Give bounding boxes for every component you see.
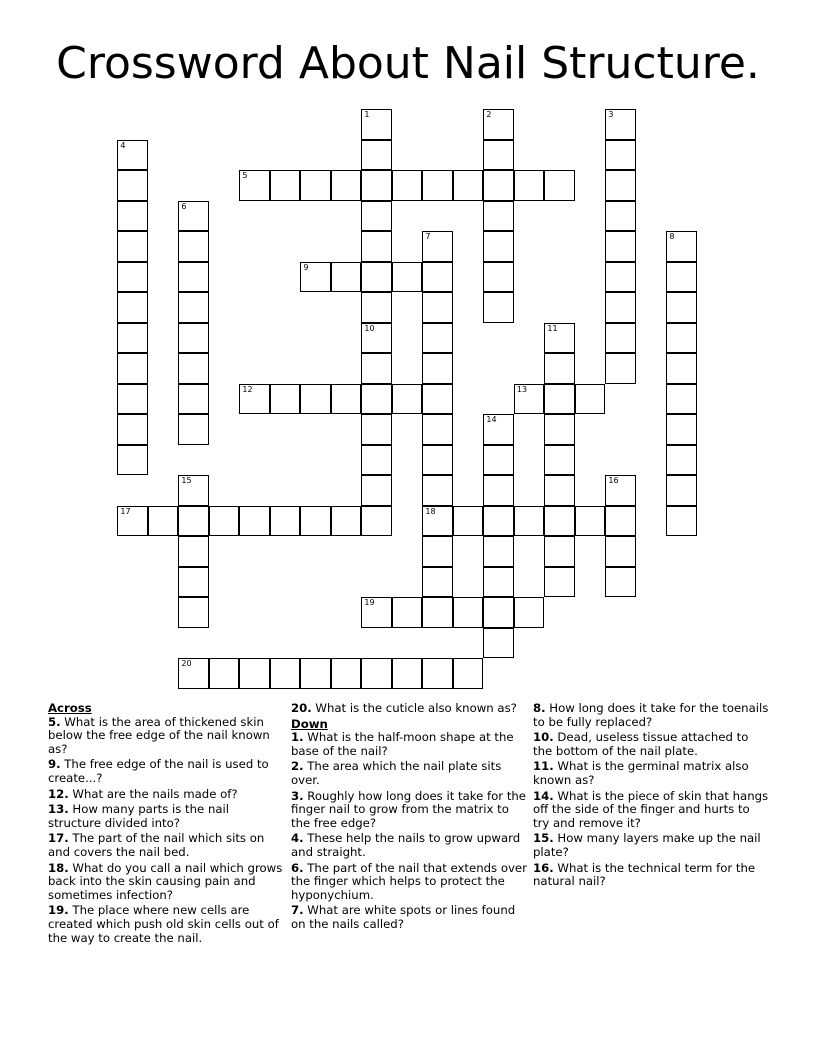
grid-cell[interactable] bbox=[300, 506, 331, 537]
grid-cell[interactable] bbox=[361, 201, 392, 232]
grid-cell[interactable] bbox=[422, 414, 453, 445]
clue-number: 14 bbox=[486, 415, 497, 425]
grid-cell[interactable] bbox=[666, 384, 697, 415]
grid-cell[interactable] bbox=[178, 201, 209, 232]
clue-text: What is the cuticle also known as? bbox=[311, 701, 517, 715]
grid-cell[interactable] bbox=[361, 414, 392, 445]
clue-number-label: 20. bbox=[291, 701, 312, 715]
clue-text: What is the half-moon shape at the base of the nail? bbox=[291, 730, 514, 758]
grid-cell[interactable] bbox=[331, 658, 362, 689]
clue-number-label: 2. bbox=[291, 759, 304, 774]
clue bbox=[291, 731, 527, 758]
grid-cell[interactable] bbox=[239, 384, 270, 415]
grid-cell[interactable] bbox=[209, 658, 240, 689]
clue bbox=[533, 702, 769, 729]
grid-cell[interactable] bbox=[331, 384, 362, 415]
grid-cell[interactable] bbox=[605, 109, 636, 140]
clue-number-label: 8. bbox=[533, 701, 546, 715]
clue bbox=[533, 760, 769, 787]
grid-cell[interactable] bbox=[666, 292, 697, 323]
clue-text: How long does it take for the toenails to be fully replaced? bbox=[533, 701, 769, 729]
grid-cell[interactable] bbox=[666, 445, 697, 476]
grid-cell[interactable] bbox=[300, 262, 331, 293]
clue-text: The free edge of the nail is used to create...? bbox=[48, 757, 269, 785]
grid-cell[interactable] bbox=[117, 506, 148, 537]
clue-number: 6 bbox=[181, 201, 187, 211]
grid-cell[interactable] bbox=[270, 658, 301, 689]
clue bbox=[291, 790, 527, 831]
grid-cell[interactable] bbox=[361, 292, 392, 323]
grid-cell[interactable] bbox=[483, 628, 514, 659]
grid-cell[interactable] bbox=[361, 384, 392, 415]
grid-cell[interactable] bbox=[544, 414, 575, 445]
clue-number-label: 5. bbox=[48, 714, 61, 729]
clue-number: 16 bbox=[608, 476, 619, 486]
clue-number: 2 bbox=[486, 110, 492, 120]
clue-number: 20 bbox=[181, 659, 192, 669]
grid-cell[interactable] bbox=[148, 506, 179, 537]
clue bbox=[533, 731, 769, 758]
clue-text: What are the nails made of? bbox=[68, 786, 238, 801]
grid-cell[interactable] bbox=[666, 231, 697, 262]
grid-cell[interactable] bbox=[117, 231, 148, 262]
clue-number: 9 bbox=[303, 262, 309, 272]
clue bbox=[48, 716, 284, 757]
grid-cell[interactable] bbox=[178, 567, 209, 598]
grid-cell[interactable] bbox=[483, 506, 514, 537]
clue-text: The part of the nail that extends over the finger which helps to protect the hyponychium. bbox=[291, 860, 527, 902]
grid-cell[interactable] bbox=[605, 567, 636, 598]
clue-text: What do you call a nail which grows back into the skin causing pain and sometimes infection? bbox=[48, 860, 283, 902]
grid-cell[interactable] bbox=[117, 140, 148, 171]
grid-cell[interactable] bbox=[422, 384, 453, 415]
grid-cell[interactable] bbox=[422, 292, 453, 323]
grid-cell[interactable] bbox=[178, 597, 209, 628]
clue-number-label: 18. bbox=[48, 860, 69, 875]
clue bbox=[48, 832, 284, 859]
grid-cell[interactable] bbox=[666, 414, 697, 445]
grid-cell[interactable] bbox=[392, 658, 423, 689]
clue-number-label: 15. bbox=[533, 831, 554, 846]
clue bbox=[48, 862, 284, 903]
grid-cell[interactable] bbox=[422, 262, 453, 293]
grid-cell[interactable] bbox=[300, 658, 331, 689]
grid-cell[interactable] bbox=[361, 140, 392, 171]
clue-number: 3 bbox=[608, 110, 614, 120]
grid-cell[interactable] bbox=[361, 170, 392, 201]
grid-cell[interactable] bbox=[483, 201, 514, 232]
grid-cell[interactable] bbox=[544, 445, 575, 476]
grid-cell[interactable] bbox=[605, 262, 636, 293]
grid-cell[interactable] bbox=[331, 170, 362, 201]
grid-cell[interactable] bbox=[117, 414, 148, 445]
grid-cell[interactable] bbox=[483, 170, 514, 201]
grid-cell[interactable] bbox=[117, 170, 148, 201]
clue-text: Roughly how long does it take for the finger nail to grow from the matrix to the free edge? bbox=[291, 788, 526, 830]
grid-cell[interactable] bbox=[300, 384, 331, 415]
clue bbox=[48, 758, 284, 785]
grid-cell[interactable] bbox=[239, 170, 270, 201]
grid-cell[interactable] bbox=[605, 231, 636, 262]
grid-cell[interactable] bbox=[178, 506, 209, 537]
clues-column-1 bbox=[48, 702, 284, 947]
grid-cell[interactable] bbox=[422, 475, 453, 506]
clue-number: 18 bbox=[425, 506, 436, 516]
grid-cell[interactable] bbox=[117, 201, 148, 232]
clue-number: 13 bbox=[516, 384, 528, 394]
grid-cell[interactable] bbox=[422, 567, 453, 598]
grid-cell[interactable] bbox=[117, 323, 148, 354]
grid-cell[interactable] bbox=[422, 323, 453, 354]
grid-cell[interactable] bbox=[483, 140, 514, 171]
grid-cell[interactable] bbox=[453, 597, 484, 628]
clue bbox=[291, 760, 527, 787]
grid-cell[interactable] bbox=[178, 292, 209, 323]
clue-text: What are white spots or lines found on the nails called? bbox=[291, 903, 516, 931]
clue-text: Dead, useless tissue attached to the bottom of the nail plate. bbox=[533, 730, 749, 758]
grid-cell[interactable] bbox=[178, 353, 209, 384]
clue-number: 5 bbox=[242, 171, 248, 181]
grid-cell[interactable] bbox=[117, 292, 148, 323]
grid-cell[interactable] bbox=[178, 231, 209, 262]
clue-number-label: 14. bbox=[533, 788, 554, 803]
clue bbox=[533, 832, 769, 859]
clue-number: 10 bbox=[364, 323, 375, 333]
clue-number: 4 bbox=[120, 140, 126, 150]
clue-number-label: 13. bbox=[48, 802, 69, 817]
clue-text: These help the nails to grow upward and straight. bbox=[291, 831, 521, 859]
grid-cell[interactable] bbox=[270, 506, 301, 537]
grid-cell[interactable] bbox=[483, 109, 514, 140]
grid-cell[interactable] bbox=[117, 445, 148, 476]
grid-cell[interactable] bbox=[544, 170, 575, 201]
grid-cell[interactable] bbox=[605, 292, 636, 323]
grid-cell[interactable] bbox=[544, 353, 575, 384]
page-title: Crossword About Nail Structure. bbox=[56, 38, 760, 89]
grid-cell[interactable] bbox=[300, 170, 331, 201]
clue bbox=[291, 862, 527, 903]
grid-cell[interactable] bbox=[361, 353, 392, 384]
grid-cell[interactable] bbox=[361, 445, 392, 476]
clue bbox=[291, 702, 527, 716]
grid-cell[interactable] bbox=[361, 109, 392, 140]
clue-number-label: 4. bbox=[291, 831, 304, 846]
clue-number: 19 bbox=[364, 598, 375, 608]
grid-cell[interactable] bbox=[605, 323, 636, 354]
grid-cell[interactable] bbox=[422, 170, 453, 201]
grid-cell[interactable] bbox=[483, 414, 514, 445]
clues-column-3 bbox=[533, 702, 769, 891]
grid-cell[interactable] bbox=[392, 597, 423, 628]
clue-number: 8 bbox=[669, 232, 675, 242]
clue bbox=[48, 788, 284, 802]
clue-number: 11 bbox=[547, 323, 558, 333]
grid-cell[interactable] bbox=[422, 506, 453, 537]
grid-cell[interactable] bbox=[361, 506, 392, 537]
grid-cell[interactable] bbox=[544, 323, 575, 354]
clue-number-label: 3. bbox=[291, 788, 304, 803]
grid-cell[interactable] bbox=[483, 597, 514, 628]
grid-cell[interactable] bbox=[392, 384, 423, 415]
clues-column-2 bbox=[291, 702, 527, 934]
grid-cell[interactable] bbox=[483, 262, 514, 293]
clue-heading-down: Down bbox=[291, 716, 328, 731]
clue-number: 15 bbox=[181, 476, 192, 486]
clue-number: 1 bbox=[364, 110, 370, 120]
grid-cell[interactable] bbox=[666, 323, 697, 354]
clue-heading-across: Across bbox=[48, 701, 92, 715]
grid-cell[interactable] bbox=[361, 475, 392, 506]
grid-cell[interactable] bbox=[453, 658, 484, 689]
clue-text: What is the technical term for the natural nail? bbox=[533, 860, 756, 889]
clue-number-label: 17. bbox=[48, 831, 69, 846]
clue-number-label: 9. bbox=[48, 757, 61, 772]
grid-cell[interactable] bbox=[178, 536, 209, 567]
grid-cell[interactable] bbox=[666, 353, 697, 384]
clue bbox=[48, 904, 284, 945]
grid-cell[interactable] bbox=[483, 231, 514, 262]
grid-cell[interactable] bbox=[514, 384, 545, 415]
clue-text: How many layers make up the nail plate? bbox=[533, 831, 761, 859]
grid-cell[interactable] bbox=[239, 658, 270, 689]
grid-cell[interactable] bbox=[544, 384, 575, 415]
grid-cell[interactable] bbox=[544, 475, 575, 506]
grid-cell[interactable] bbox=[575, 506, 606, 537]
grid-cell[interactable] bbox=[361, 323, 392, 354]
grid-cell[interactable] bbox=[392, 262, 423, 293]
clue-number-label: 1. bbox=[291, 730, 304, 745]
grid-cell[interactable] bbox=[666, 475, 697, 506]
clue-text: How many parts is the nail structure divided into? bbox=[48, 802, 230, 830]
grid-cell[interactable] bbox=[117, 353, 148, 384]
grid-cell[interactable] bbox=[270, 170, 301, 201]
clue-text: What is the area of thickened skin below the free edge of the nail known as? bbox=[48, 714, 270, 756]
clue-text: What is the germinal matrix also known as? bbox=[533, 759, 749, 787]
grid-cell[interactable] bbox=[361, 597, 392, 628]
grid-cell[interactable] bbox=[605, 140, 636, 171]
grid-cell[interactable] bbox=[544, 536, 575, 567]
clue-number-label: 12. bbox=[48, 786, 69, 801]
grid-cell[interactable] bbox=[178, 323, 209, 354]
grid-cell[interactable] bbox=[361, 231, 392, 262]
grid-cell[interactable] bbox=[422, 353, 453, 384]
grid-cell[interactable] bbox=[178, 658, 209, 689]
grid-cell[interactable] bbox=[117, 384, 148, 415]
grid-cell[interactable] bbox=[178, 262, 209, 293]
grid-cell[interactable] bbox=[514, 506, 545, 537]
grid-cell[interactable] bbox=[178, 384, 209, 415]
grid-cell[interactable] bbox=[239, 506, 270, 537]
grid-cell[interactable] bbox=[422, 445, 453, 476]
clue-text: The place where new cells are created which push old skin cells out of the way to create the nail. bbox=[48, 903, 279, 945]
clue-number: 7 bbox=[425, 232, 431, 242]
clue bbox=[291, 904, 527, 931]
grid-cell[interactable] bbox=[331, 506, 362, 537]
clue bbox=[291, 832, 527, 859]
clue-number-label: 16. bbox=[533, 860, 554, 875]
grid-cell[interactable] bbox=[422, 231, 453, 262]
clue-number-label: 6. bbox=[291, 860, 304, 875]
clue-number: 17 bbox=[120, 506, 131, 516]
grid-cell[interactable] bbox=[544, 506, 575, 537]
grid-cell[interactable] bbox=[331, 262, 362, 293]
grid-cell[interactable] bbox=[422, 597, 453, 628]
grid-cell[interactable] bbox=[361, 262, 392, 293]
clue-number-label: 19. bbox=[48, 903, 69, 918]
grid-cell[interactable] bbox=[575, 384, 606, 415]
grid-cell[interactable] bbox=[361, 658, 392, 689]
clue-text: What is the piece of skin that hangs off the side of the finger and hurts to try and remove it? bbox=[533, 788, 769, 830]
grid-cell[interactable] bbox=[422, 658, 453, 689]
grid-cell[interactable] bbox=[453, 170, 484, 201]
grid-cell[interactable] bbox=[178, 414, 209, 445]
grid-cell[interactable] bbox=[605, 506, 636, 537]
grid-cell[interactable] bbox=[544, 567, 575, 598]
grid-cell[interactable] bbox=[514, 597, 545, 628]
grid-cell[interactable] bbox=[605, 170, 636, 201]
grid-cell[interactable] bbox=[209, 506, 240, 537]
clue-number-label: 10. bbox=[533, 730, 554, 745]
clue bbox=[533, 862, 769, 889]
clue-number-label: 7. bbox=[291, 903, 304, 918]
grid-cell[interactable] bbox=[605, 201, 636, 232]
clue-text: The area which the nail plate sits over. bbox=[291, 759, 502, 787]
grid-cell[interactable] bbox=[392, 170, 423, 201]
grid-cell[interactable] bbox=[422, 536, 453, 567]
grid-cell[interactable] bbox=[666, 506, 697, 537]
clue bbox=[48, 803, 284, 830]
grid-cell[interactable] bbox=[178, 475, 209, 506]
grid-cell[interactable] bbox=[605, 353, 636, 384]
grid-cell[interactable] bbox=[514, 170, 545, 201]
grid-cell[interactable] bbox=[483, 567, 514, 598]
grid-cell[interactable] bbox=[666, 262, 697, 293]
clue-text: The part of the nail which sits on and covers the nail bed. bbox=[48, 831, 265, 859]
grid-cell[interactable] bbox=[453, 506, 484, 537]
grid-cell[interactable] bbox=[605, 475, 636, 506]
grid-cell[interactable] bbox=[483, 475, 514, 506]
grid-cell[interactable] bbox=[483, 536, 514, 567]
grid-cell[interactable] bbox=[605, 536, 636, 567]
clue-number-label: 11. bbox=[533, 759, 554, 774]
grid-cell[interactable] bbox=[117, 262, 148, 293]
clue bbox=[533, 790, 769, 831]
grid-cell[interactable] bbox=[483, 292, 514, 323]
grid-cell[interactable] bbox=[270, 384, 301, 415]
grid-cell[interactable] bbox=[483, 445, 514, 476]
clue-number: 12 bbox=[242, 384, 253, 394]
